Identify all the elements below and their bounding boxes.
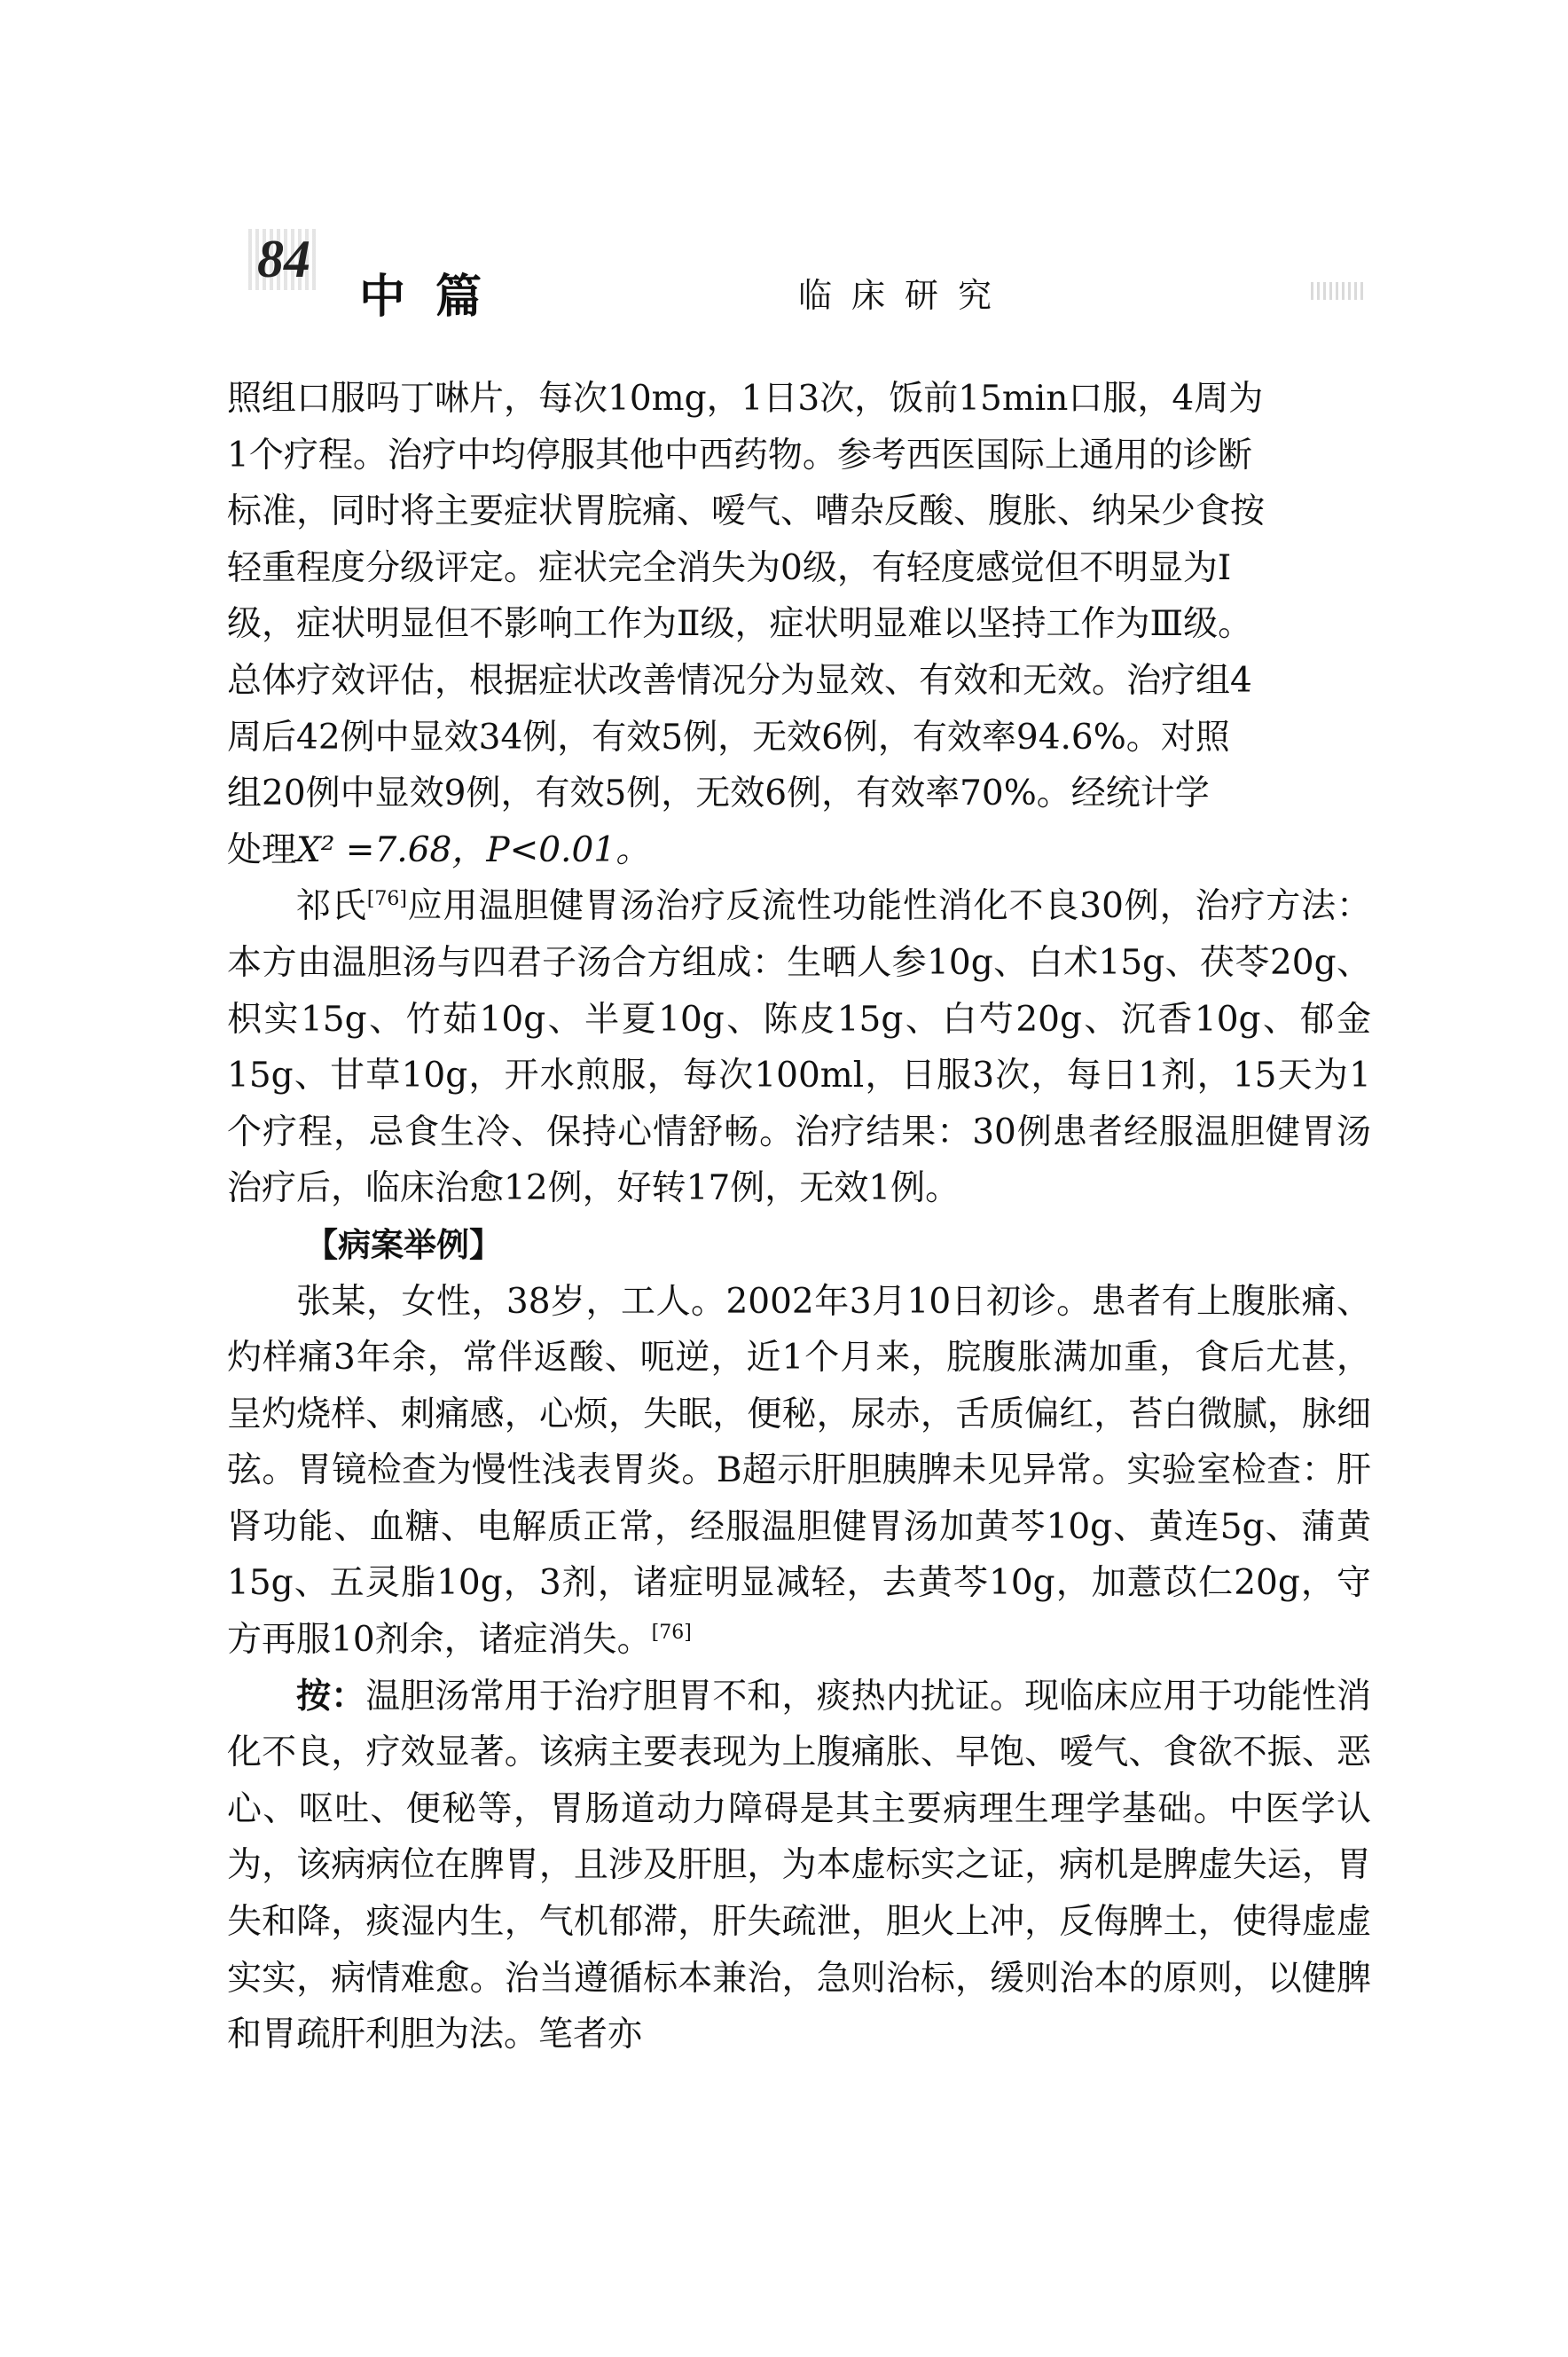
case-heading: 【病案举例】 [305, 1225, 502, 1264]
stat-result: X² =7.68，P<0.01。 [296, 829, 651, 870]
note-paragraph [227, 1669, 1371, 2063]
para1-line: 级，症状明显但不影响工作为Ⅱ级，症状明显难以坚持工作为Ⅲ级。 [227, 604, 1253, 645]
para1-line: 照组口服吗丁啉片，每次10mg，1日3次，饭前15min口服，4周为 [227, 379, 1264, 419]
para1-line: 组20例中显效9例，有效5例，无效6例，有效率70%。经统计学 [227, 774, 1210, 814]
para2-start: 祁氏 [296, 886, 367, 927]
case-paragraph [227, 1274, 1371, 1669]
note-text: 温胆汤常用于治疗胆胃不和，痰热内扰证。现临床应用于功能性消化不良，疗效显著。该病主要表现为上腹痛胀、早饱、嗳气、食欲不振、恶心、呕吐、便秘等，胃肠道动力障碍是其主要病理生理学基础。中医学认为，该病病位在脾胃，且涉及肝胆，为本虚标实之证，病机是脾虚失运，胃失和降，痰湿内生，气机郁滞，肝失疏泄，胆火上冲，反侮脾土，使得虚虚实实，病情难愈。治当遵循标本兼治，急则治标，缓则治本的原则，以健脾和胃疏肝利胆为法。笔者亦 [227, 1676, 1371, 2055]
part-title: 中篇 [359, 271, 513, 324]
para1-line: 轻重程度分级评定。症状完全消失为0级，有轻度感觉但不明显为Ⅰ [227, 547, 1232, 588]
page-number: 84 [248, 229, 319, 290]
section-title: 临床研究 [798, 276, 1012, 315]
para2-text: 应用温胆健胃汤治疗反流性功能性消化不良30例，治疗方法：本方由温胆汤与四君子汤合方组成：生晒人参10g、白术15g、茯苓20g、枳实15g、竹茹10g、半夏10g、陈皮15g、白芍20g、沉香10g、郁金15g、甘草10g，开水煎服，每次100ml，日服3次，每日1剂，15天为1个疗程，忌食生冷、保持心情舒畅。治疗结果：30例患者经服温胆健胃汤治疗后，临床治愈12例，好转17例，无效1例。 [227, 886, 1371, 1209]
scan-artifact [1311, 282, 1364, 300]
para1-line: 1个疗程。治疗中均停服其他中西药物。参考西医国际上通用的诊断 [227, 435, 1252, 475]
case-text: 张某，女性，38岁，工人。2002年3月10日初诊。患者有上腹胀痛、灼样痛3年余，常伴返酸、呃逆，近1个月来，脘腹胀满加重，食后尤甚，呈灼烧样、刺痛感，心烦，失眠，便秘，尿赤，舌质偏红，苔白微腻，脉细弦。胃镜检查为慢性浅表胃炎。B超示肝胆胰脾未见异常。实验室检查：肝肾功能、血糖、电解质正常，经服温胆健胃汤加黄芩10g、黄连5g、蒲黄15g、五灵脂10g，3剂，诸症明显减轻，去黄芩10g，加薏苡仁20g，守方再服10剂余，诸症消失。 [227, 1281, 1371, 1661]
body-text [227, 371, 1371, 2063]
page-header [0, 0, 1568, 337]
para1-line: 标准，同时将主要症状胃脘痛、嗳气、嘈杂反酸、腹胀、纳呆少食按 [227, 491, 1266, 532]
para1-line: 总体疗效评估，根据症状改善情况分为显效、有效和无效。治疗组4 [227, 660, 1252, 701]
citation: [76] [651, 1622, 692, 1645]
stat-prefix: 处理 [227, 829, 297, 870]
paragraph-1 [227, 371, 1371, 878]
para1-line: 周后42例中显效34例，有效5例，无效6例，有效率94.6%。对照 [227, 717, 1230, 758]
note-label: 按： [296, 1676, 366, 1717]
citation: [76] [366, 888, 407, 911]
paragraph-2 [227, 878, 1371, 1217]
